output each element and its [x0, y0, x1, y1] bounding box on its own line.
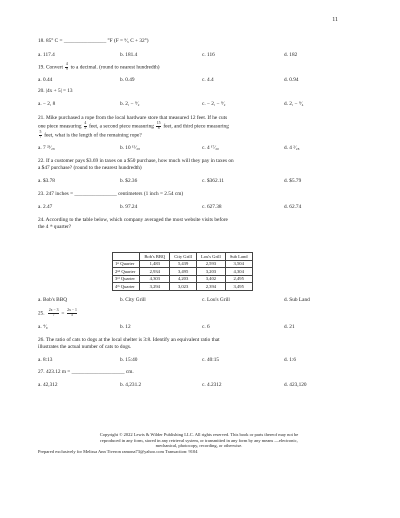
table-header: Sub Land [225, 253, 252, 261]
fraction: $\frac{2x - 3}{7}$ [48, 308, 59, 317]
website-visits-table [112, 252, 253, 291]
question-21-line-2: one piece measuring $\frac{4}{5}$ feet, a second piece measuring $\frac{15}{8}$ feet, and third piece measuring [38, 121, 229, 130]
option-c[interactable]: c. 6 [202, 324, 210, 330]
table-cell: 3,023 [170, 283, 197, 291]
option-c[interactable]: c. $362.11 [202, 178, 225, 184]
table-row-header: 4ᵗʰ Quarter [113, 283, 140, 291]
table-header-row [113, 253, 253, 261]
question-22-line-2: a $47 purchase? (round to the nearest hundredth) [38, 165, 142, 171]
table-header [113, 253, 140, 261]
copyright-line: Copyright © 2022 Lewis & Wilder Publishing LLC. All rights reserved. This book or parts thereof may not be [99, 432, 299, 437]
table-cell: 3,504 [225, 260, 252, 268]
question-26-options [38, 357, 366, 363]
table-cell: 2,495 [225, 275, 252, 283]
option-b[interactable]: b. 4,231.2 [120, 382, 142, 388]
option-a[interactable]: a. Bob's BBQ [38, 297, 68, 303]
question-23-options [38, 204, 366, 210]
option-d[interactable]: d. 2, − ⁹⁄₄ [284, 101, 304, 107]
table-row-header: 3ʳᵈ Quarter [113, 275, 140, 283]
prepared-for-line: Prepared exclusively for Melissa Ann Tiveron ramona73@yahoo.com Transaction: 9104 [38, 448, 198, 454]
fraction: $\frac{4}{5}$ [84, 121, 87, 130]
question-24-line-1: 24. According to the table below, which company averaged the most website visits before [38, 217, 228, 223]
question-24-line-2: the 4 ᵗʰ quarter? [38, 224, 72, 230]
table-cell: 1,483 [140, 260, 170, 268]
option-b[interactable]: b. $2.36 [120, 178, 138, 184]
option-a[interactable]: a. 2.47 [38, 204, 53, 210]
page-number: 11 [332, 17, 338, 23]
question-25-options [38, 324, 366, 330]
option-c[interactable]: c. 627.38 [202, 204, 222, 210]
option-c[interactable]: c. 4.2312 [202, 382, 222, 388]
option-d[interactable]: d. 62.74 [284, 204, 302, 210]
option-a[interactable]: a. ⁴⁄₉ [38, 324, 48, 330]
fraction: $\frac{5}{7}$ [39, 130, 42, 139]
table-row [113, 283, 253, 291]
option-d[interactable]: d. 21 [284, 324, 295, 330]
option-c[interactable]: c. Lou's Grill [202, 297, 230, 303]
question-21-line-1: 21. Mike purchased a rope from the local hardware store that measured 12 feet. If he cuts [38, 115, 228, 121]
table-row [113, 268, 253, 276]
option-a[interactable]: a. 8:13 [38, 357, 53, 363]
table-row-header: 2ⁿᵈ Quarter [113, 268, 140, 276]
question-27: 27. 423.12 m = ____________________ cm. [38, 369, 134, 375]
table-cell: 2,593 [196, 260, 225, 268]
table-cell: 3,294 [140, 283, 170, 291]
option-b[interactable]: b. 15:40 [120, 357, 138, 363]
question-19: 19. Convert $\frac{4}{9}$ to a decimal. (round to nearest hundredth) [38, 62, 160, 71]
option-d[interactable]: d. 423,120 [284, 382, 307, 388]
question-21-options [38, 145, 366, 151]
option-a[interactable]: a. 0.44 [38, 77, 53, 83]
question-19-options [38, 77, 366, 83]
fraction: $\frac{4}{9}$ [65, 62, 68, 71]
table-row-header: 1ˢᵗ Quarter [113, 260, 140, 268]
table-cell: 2,934 [140, 268, 170, 276]
table-cell: 4,304 [225, 268, 252, 276]
option-b[interactable]: b. 0.49 [120, 77, 135, 83]
option-c[interactable]: c. 4 ¹⁷⁄₂₀ [202, 145, 219, 151]
question-26-line-2: illustrates the actual number of cats to dogs. [38, 344, 132, 350]
option-d[interactable]: d. $5.79 [284, 178, 302, 184]
option-b[interactable]: b. 2, − ⁹⁄₂ [120, 101, 140, 107]
question-26-line-1: 26. The ratio of cats to dogs at the local shelter is 3:8. Identify an equivalent ratio that [38, 337, 220, 343]
option-a[interactable]: a. 42,312 [38, 382, 58, 388]
copyright-line: reproduced in any form, stored in any retrieval system, or transmitted in any form by any means —electronic, [100, 437, 298, 443]
option-a[interactable]: a. 117.4 [38, 52, 55, 58]
option-d[interactable]: d. 182 [284, 52, 298, 58]
question-25: 25. $\frac{2x - 3}{7}$ = $\frac{2x - 1}{5}$ [38, 308, 77, 317]
table-row [113, 275, 253, 283]
copyright-footer [38, 432, 360, 455]
table-cell: 3,495 [225, 283, 252, 291]
question-21-line-3: $\frac{5}{7}$ feet, what is the length of the remaining rope? [39, 130, 142, 139]
option-b[interactable]: b. 12 [120, 324, 131, 330]
question-22-options [38, 178, 366, 184]
option-c[interactable]: c. 40:15 [202, 357, 220, 363]
option-a[interactable]: a. $3.78 [38, 178, 55, 184]
fraction: $\frac{15}{8}$ [156, 121, 161, 130]
question-23: 23. 247 inches = ________________ centimeters (1 inch = 2.54 cm) [38, 191, 184, 197]
question-18-options [38, 52, 366, 58]
option-c[interactable]: c. 4.4 [202, 77, 214, 83]
table-cell: 3,402 [196, 275, 225, 283]
table-row [113, 260, 253, 268]
option-c[interactable]: c. 116 [202, 52, 215, 58]
option-a[interactable]: a. 7 ²³⁄₂₈ [38, 145, 55, 151]
option-b[interactable]: b. City Grill [120, 297, 146, 303]
table-header: City Grill [170, 253, 197, 261]
question-22-line-1: 22. If a customer pays $3.69 in taxes on a $50 purchase, how much will they pay in taxes on [38, 158, 234, 164]
table-cell: 3,203 [196, 268, 225, 276]
option-d[interactable]: d. Sub Land [284, 297, 310, 303]
question-20: 20. |4x + 5| = 13 [38, 88, 73, 94]
table-cell: 4,303 [140, 275, 170, 283]
question-24-options [38, 297, 366, 303]
copyright-line: mechanical, photocopy, recording, or otherwise. [155, 443, 243, 449]
table-cell: 4,203 [170, 275, 197, 283]
table-header: Lou's Grill [196, 253, 225, 261]
question-20-options [38, 101, 366, 107]
table-cell: 5,439 [170, 260, 197, 268]
table-cell: 2,394 [196, 283, 225, 291]
option-d[interactable]: d. 4 ²⁄₂₈ [284, 145, 300, 151]
table-cell: 3,495 [170, 268, 197, 276]
question-18: 18. 85° C = ________________ °F (F = ⁹⁄₅ C + 32°) [38, 38, 149, 44]
option-b[interactable]: b. 97.24 [120, 204, 138, 210]
option-b[interactable]: b. 181.4 [120, 52, 138, 58]
option-a[interactable]: a. − 2, 8 [38, 101, 56, 107]
fraction: $\frac{2x - 1}{5}$ [67, 308, 77, 317]
question-27-options [38, 382, 366, 388]
table-header: Bob's BBQ [140, 253, 170, 261]
option-c[interactable]: c. − 2, − ⁹⁄₂ [202, 101, 226, 107]
option-d[interactable]: d. 0.94 [284, 77, 299, 83]
option-d[interactable]: d. 1:6 [284, 357, 297, 363]
option-b[interactable]: b. 10 ¹⁵⁄₂₈ [120, 145, 140, 151]
